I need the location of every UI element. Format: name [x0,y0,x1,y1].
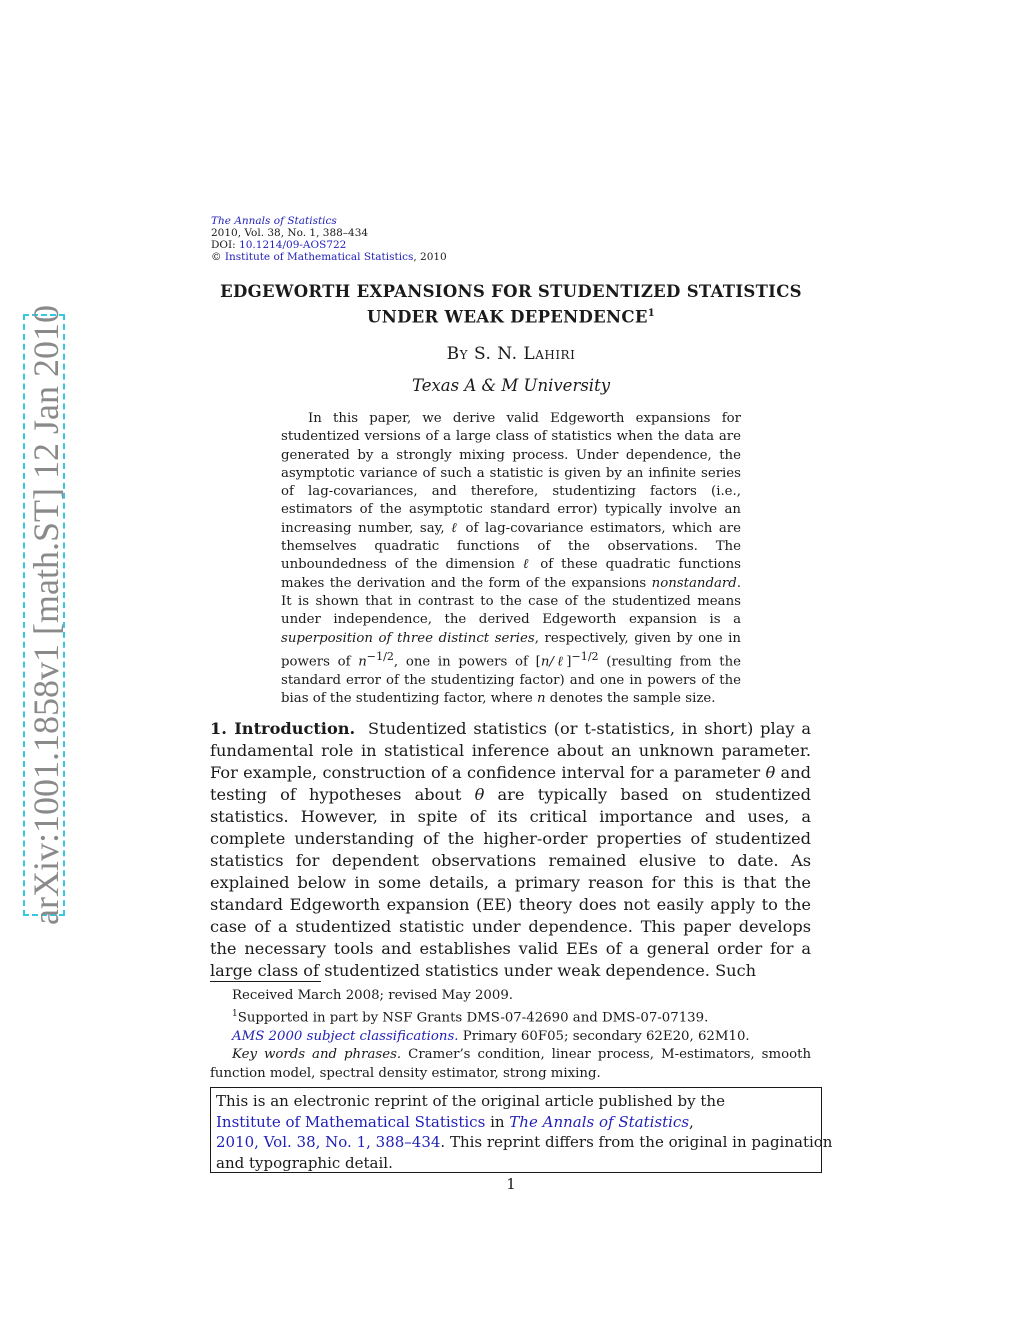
math-exponent: −1/2 [366,649,394,663]
doi-label: DOI: [211,239,240,251]
abstract-text: In this paper, we derive valid Edgeworth expansions for studentized versions of a large class of statistics when the data are generated by a strongly mixing process. Under dependence, the asymptotic variance of such a statistic is given by an infinite series of lag-covariances, and therefore, studentizing factors (i.e., estimators of the asymptotic standard error) typically involve an increasing number, say, [281,411,741,536]
body-text: are typically based on studentized statistics. However, in spite of its critical importance and uses, a complete understanding of the higher-order properties of studentized statistics for dependent observations remained elusive to date. As explained below in some details, a primary reason for this is that the standard Edgeworth expansion (EE) theory does not easily apply to the case of a studentized statistic under dependence. This paper develops the necessary tools and establishes valid EEs of a general order for a large class of studentized statistics under weak dependence. Such [210,785,811,980]
reprint-text: in [485,1112,510,1131]
arxiv-identifier[interactable]: arXiv:1001.1858v1 [math.ST] 12 Jan 2010 [26,305,66,925]
affiliation: Texas A & M University [411,376,611,395]
copyright-icon: © [211,251,222,263]
footnotes [210,987,811,1083]
body-text: Studentized statistics (or t-statistics, in short) play a fundamental role in statistical inference about an unknown parameter. For example, construction of a confidence interval for a parameter [210,719,811,782]
keywords-label: Key words and phrases. [232,1047,402,1063]
copyright-year: , 2010 [413,251,447,263]
section-heading: 1. Introduction. [210,719,356,738]
author: By S. N. Lahiri [446,344,576,364]
reprint-journal-link[interactable]: The Annals of Statistics [509,1112,690,1131]
doi-link[interactable]: 10.1214/09-AOS722 [239,239,347,251]
body-text: and testing of hypotheses about [210,763,811,804]
journal-name-link[interactable]: The Annals of Statistics [211,215,337,227]
reprint-line-4: and typographic detail. [216,1153,393,1172]
reprint-line-1: This is an electronic reprint of the original article published by the [216,1092,725,1110]
reprint-notice [210,1087,833,1173]
institute-link[interactable]: Institute of Mathematical Statistics [224,251,414,263]
keywords-text: Cramer’s condition, linear process, M-estimators, smooth function model, spectral density estimator, strong mixing. [210,1047,812,1081]
journal-header [211,215,447,263]
ams-classification-text: Primary 60F05; secondary 62E20, 62M10. [458,1029,750,1045]
abstract-text: of lag-covariance estimators, which are themselves quadratic functions of the observations. The unboundedness of the dimension [281,520,741,573]
volume-line: 2010, Vol. 38, No. 1, 388–434 [211,227,369,239]
abstract-text: , one in powers of [ [393,654,541,670]
abstract-text: of these quadratic functions makes the derivation and the form of the expansions [281,557,741,591]
emphasis-nonstandard: nonstandard [651,575,737,591]
abstract-text: , respectively, given by one in powers of [281,630,741,670]
math-exponent: −1/2 [571,649,599,663]
abstract: In this paper, we derive valid Edgeworth expansions for studentized versions of a large class of statistics when the data are generated by a strongly mixing process. Under dependence, the asymptotic variance of such a statistic is given by an infinite series of lag-covariances, and therefore, studentizing factors (i.e., estimators of the asymptotic standard error) typically involve an increasing number, say, ℓ of lag-covariance estimators, which are themselves quadratic functions of the observations. The unboundedness of the dimension ℓ of these quadratic functions makes the derivation and the form of the expansions nonstandard. It is shown that in contrast to the case of the studentized means under independence, the derived Edgeworth expansion is a superposition of three distinct series, respectively, given by one in powers of $n^{-1/2}$, one in powers of [n/ℓ]$^{-1/2}$ (resulting from the standard error of the studentizing factor) and one in powers of the bias of the studentizing factor, where n denotes the sample size. [281,411,742,706]
support-footnote-mark: 1 [232,1009,238,1020]
abstract-text: denotes the sample size. [545,690,716,706]
math-n: n [358,654,367,670]
support-note: Supported in part by NSF Grants DMS-07-42690 and DMS-07-07139. [237,1010,709,1026]
abstract-text: (resulting from the standard error of the studentizing factor) and one in powers of the bias of the studentizing factor, where [281,654,742,706]
introduction-section [210,718,811,982]
received-note: Received March 2008; revised May 2009. [232,988,514,1003]
emphasis-superposition: superposition of three distinct series [281,630,535,646]
reprint-text: . This reprint differs from the original in pagination [440,1133,833,1151]
paper-title [210,281,812,329]
math-n-over-ell: n/ℓ [540,654,567,670]
title-footnote-mark: 1 [647,308,655,319]
reprint-text: , [689,1112,694,1131]
reprint-citation-link[interactable]: 2010, Vol. 38, No. 1, 388–434 [216,1133,441,1151]
footnote-divider [210,981,321,982]
page-number: 1 [506,1175,516,1193]
abstract-text: . It is shown that in contrast to the case of the studentized means under independence, the derived Edgeworth expansion is a [281,575,741,628]
math-theta: θ [474,785,485,804]
title-line-2: UNDER WEAK DEPENDENCE [367,307,648,327]
title-line-1: EDGEWORTH EXPANSIONS FOR STUDENTIZED STATISTICS [220,282,802,301]
math-theta: θ [765,763,776,782]
math-ell: ℓ [522,557,533,573]
math-n: n [537,690,546,706]
reprint-institute-link[interactable]: Institute of Mathematical Statistics [216,1112,486,1131]
math-ell: ℓ [451,520,459,536]
ams-classification-link[interactable]: AMS 2000 subject classifications. [232,1029,459,1045]
